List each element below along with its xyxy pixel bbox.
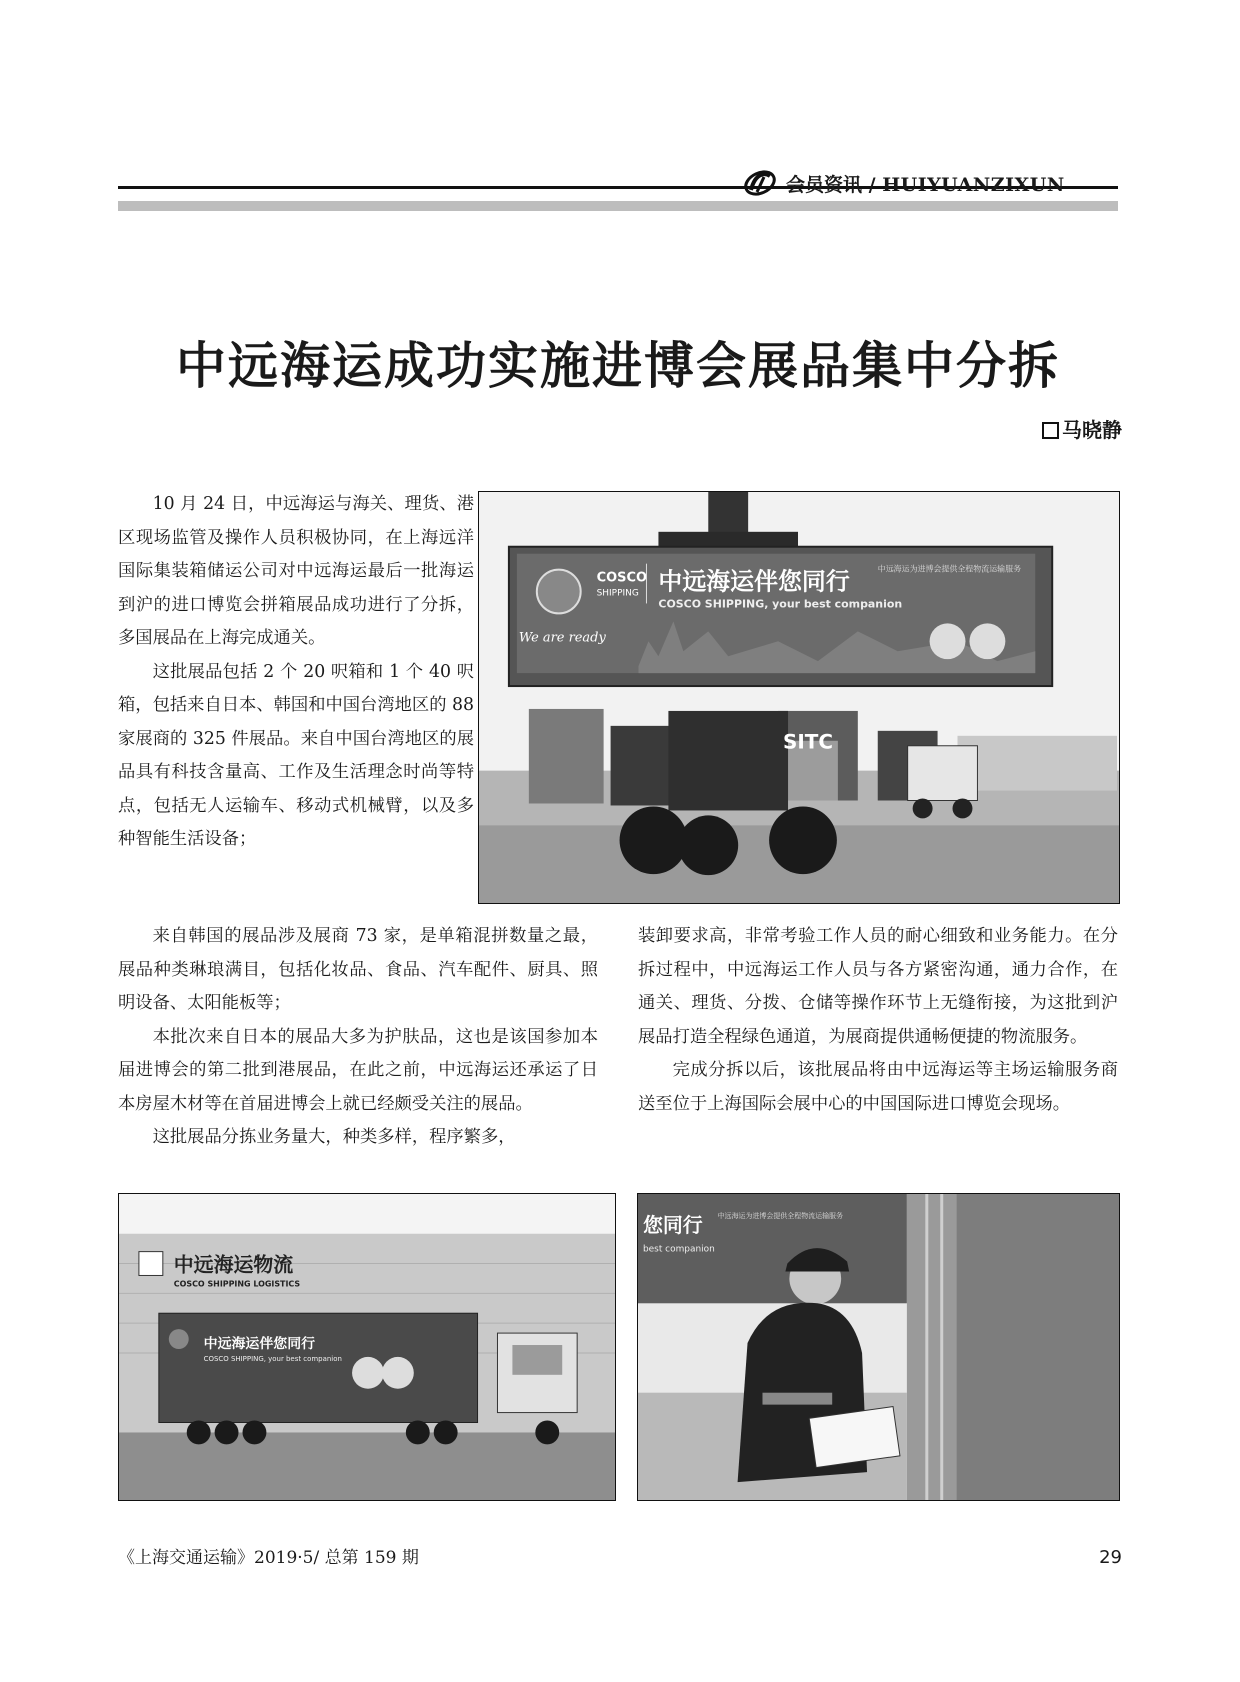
article-text-column-right bbox=[638, 920, 1118, 1121]
banner-small-text: 中远海运为进博会提供全程物流运输服务 bbox=[877, 564, 1022, 574]
banner-slogan: We are ready bbox=[518, 630, 606, 646]
paragraph: 装卸要求高，非常考验工作人员的耐心细致和业务能力。在分拆过程中，中远海运工作人员与各方紧密沟通，通力合作，在通关、理货、分拨、仓储等操作环节上无缝衔接，为这批到沪展品打造全程绿色通道，为展商提供通畅便捷的物流服务。 bbox=[638, 926, 1118, 1047]
paragraph: 完成分拆以后，该批展品将由中远海运等主场运输服务商送至位于上海国际会展中心的中国国际进口博览会现场。 bbox=[638, 1060, 1118, 1114]
truck-banner-en: COSCO SHIPPING, your best companion bbox=[203, 1354, 342, 1363]
paragraph: 本批次来自日本的展品大多为护肤品，这也是该国参加本届进博会的第二批到港展品，在此之前，中远海运还承运了日本房屋木材等在首届进博会上就已经颇受关注的展品。 bbox=[118, 1026, 598, 1114]
truck-banner-cn: 中远海运伴您同行 bbox=[203, 1336, 316, 1352]
paragraph: 这批展品包括 2 个 20 呎箱和 1 个 40 呎箱，包括来自日本、韩国和中国台湾地区的 88 家展商的 325 件展品。来自中国台湾地区的展品具有科技含量高、工作及生活理念时尚等特点，包括无人运输车、移动式机械臂，以及多种智能生活设备； bbox=[118, 661, 474, 849]
banner-partial-cn: 您同行 bbox=[642, 1213, 703, 1237]
journal-citation: 《上海交通运输》2019·5/ 总第 159 期 bbox=[118, 1548, 419, 1568]
warehouse-sign-cn: 中远海运物流 bbox=[173, 1253, 294, 1277]
banner-partial-en: best companion bbox=[642, 1244, 715, 1255]
warehouse-sign-en: COSCO SHIPPING LOGISTICS bbox=[173, 1279, 301, 1289]
banner-title-en: COSCO SHIPPING, your best companion bbox=[658, 597, 903, 611]
header-grey-band bbox=[118, 201, 1118, 211]
author-box-icon bbox=[1042, 422, 1059, 439]
photo-worker-inspection bbox=[637, 1193, 1120, 1501]
article-title: 中远海运成功实施进博会展品集中分拆 bbox=[176, 337, 1060, 395]
article-author bbox=[1042, 414, 1122, 443]
article-text-column-top bbox=[118, 488, 474, 857]
banner-brand-top: COSCO bbox=[596, 570, 647, 586]
page-number: 29 bbox=[1099, 1547, 1122, 1568]
photo-container-lift bbox=[478, 491, 1120, 904]
section-label-cn: 会员资讯 bbox=[786, 174, 863, 196]
container-brand: SITC bbox=[783, 730, 834, 754]
banner-brand-bottom: SHIPPING bbox=[596, 588, 639, 599]
banner-partial-small: 中远海运为进博会提供全程物流运输服务 bbox=[717, 1211, 843, 1220]
paragraph: 来自韩国的展品涉及展商 73 家，是单箱混拼数量之最，展品种类琳琅满目，包括化妆品、食品、汽车配件、厨具、照明设备、太阳能板等； bbox=[118, 926, 598, 1013]
banner-title-cn: 中远海运伴您同行 bbox=[658, 567, 850, 596]
article-text-column-left bbox=[118, 920, 598, 1155]
journal-logo-icon bbox=[742, 168, 778, 198]
author-name: 马晓静 bbox=[1062, 418, 1122, 442]
section-label-separator: / bbox=[862, 174, 883, 196]
paragraph: 这批展品分拣业务量大，种类多样，程序繁多， bbox=[152, 1127, 516, 1147]
photo-truck-warehouse bbox=[118, 1193, 616, 1501]
paragraph: 10 月 24 日，中远海运与海关、理货、港区现场监管及操作人员积极协同，在上海远洋国际集装箱储运公司对中远海运最后一批海运到沪的进口博览会拼箱展品成功进行了分拆，多国展品在上海完成通关。 bbox=[118, 494, 474, 648]
section-label-en: HUIYUANZIXUN bbox=[882, 174, 1065, 196]
section-label bbox=[786, 170, 1065, 197]
